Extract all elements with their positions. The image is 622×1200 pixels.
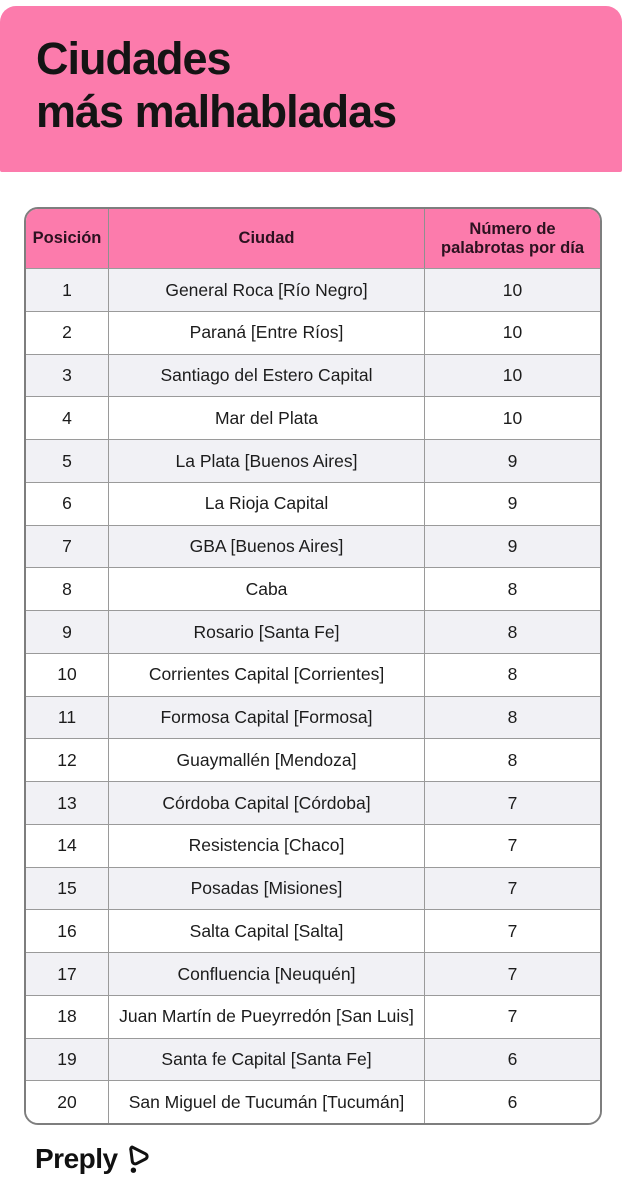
cell-city: Resistencia [Chaco] — [109, 825, 425, 867]
cell-count: 8 — [507, 707, 518, 728]
cell-count: 6 — [507, 1049, 518, 1070]
table-row — [26, 1038, 600, 1081]
cell-city: GBA [Buenos Aires] — [109, 526, 425, 568]
cell-position: 11 — [26, 697, 109, 739]
cell-city: Guaymallén [Mendoza] — [109, 739, 425, 781]
cell-position: 19 — [26, 1039, 109, 1081]
cell-position: 18 — [26, 996, 109, 1038]
cell-position: 16 — [26, 910, 109, 952]
cell-position: 12 — [26, 739, 109, 781]
cell-count: 9 — [507, 450, 518, 471]
table-row — [26, 354, 600, 397]
table-row — [26, 311, 600, 354]
table-body — [26, 268, 600, 1123]
cell-city: Santa fe Capital [Santa Fe] — [109, 1039, 425, 1081]
cell-position: 2 — [26, 312, 109, 354]
cell-position: 4 — [26, 397, 109, 439]
cell-count: 10 — [502, 407, 523, 428]
table-row — [26, 567, 600, 610]
table-header-row — [26, 209, 600, 268]
table-row — [26, 696, 600, 739]
cell-count: 9 — [507, 493, 518, 514]
cell-count: 8 — [507, 749, 518, 770]
preply-speech-bubble-icon — [124, 1143, 151, 1174]
cell-city: San Miguel de Tucumán [Tucumán] — [109, 1081, 425, 1123]
table-row — [26, 867, 600, 910]
table-row — [26, 824, 600, 867]
cell-position: 6 — [26, 483, 109, 525]
table-row — [26, 738, 600, 781]
table-row — [26, 396, 600, 439]
table-row — [26, 525, 600, 568]
cell-city: Juan Martín de Pueyrredón [San Luis] — [109, 996, 425, 1038]
cell-count: 8 — [507, 664, 518, 685]
cell-position: 1 — [26, 269, 109, 311]
table-row — [26, 781, 600, 824]
rankings-table — [24, 207, 602, 1125]
preply-wordmark: Preply — [35, 1143, 118, 1174]
cell-count: 8 — [507, 578, 518, 599]
cell-position: 10 — [26, 654, 109, 696]
title-banner — [0, 6, 622, 172]
cell-city: Rosario [Santa Fe] — [109, 611, 425, 653]
table-row — [26, 439, 600, 482]
table-row — [26, 995, 600, 1038]
table-row — [26, 482, 600, 525]
column-header-ciudad: Ciudad — [109, 209, 425, 268]
cell-city: La Rioja Capital — [109, 483, 425, 525]
cell-city: Posadas [Misiones] — [109, 868, 425, 910]
cell-position: 20 — [26, 1081, 109, 1123]
cell-city: Santiago del Estero Capital — [109, 355, 425, 397]
table-row — [26, 610, 600, 653]
page-title-line2: más malhabladas — [36, 85, 397, 137]
column-header-posicion: Posición — [26, 209, 109, 268]
cell-count: 9 — [507, 536, 518, 557]
cell-city: Caba — [109, 568, 425, 610]
cell-city: Corrientes Capital [Corrientes] — [109, 654, 425, 696]
table-row — [26, 653, 600, 696]
table-row — [26, 268, 600, 311]
cell-count: 10 — [502, 365, 523, 386]
table-row — [26, 1080, 600, 1123]
cell-city: General Roca [Río Negro] — [109, 269, 425, 311]
cell-count: 7 — [507, 1006, 518, 1027]
table-row — [26, 909, 600, 952]
cell-count: 10 — [502, 279, 523, 300]
cell-position: 7 — [26, 526, 109, 568]
cell-city: Formosa Capital [Formosa] — [109, 697, 425, 739]
column-header-numero-palabrotas: Número de palabrotas por día — [440, 219, 585, 257]
cell-count: 7 — [507, 878, 518, 899]
preply-logo — [35, 1143, 151, 1175]
page-title — [0, 6, 622, 138]
cell-position: 3 — [26, 355, 109, 397]
cell-position: 13 — [26, 782, 109, 824]
cell-count: 6 — [507, 1091, 518, 1112]
page-title-line1: Ciudades — [36, 33, 231, 84]
cell-city: La Plata [Buenos Aires] — [109, 440, 425, 482]
cell-count: 7 — [507, 963, 518, 984]
table-row — [26, 952, 600, 995]
cell-count: 7 — [507, 835, 518, 856]
cell-count: 10 — [502, 322, 523, 343]
cell-position: 5 — [26, 440, 109, 482]
cell-city: Córdoba Capital [Córdoba] — [109, 782, 425, 824]
cell-position: 17 — [26, 953, 109, 995]
cell-city: Mar del Plata — [109, 397, 425, 439]
cell-city: Salta Capital [Salta] — [109, 910, 425, 952]
cell-position: 14 — [26, 825, 109, 867]
cell-position: 8 — [26, 568, 109, 610]
cell-city: Confluencia [Neuquén] — [109, 953, 425, 995]
cell-position: 15 — [26, 868, 109, 910]
cell-count: 8 — [507, 621, 518, 642]
cell-count: 7 — [507, 920, 518, 941]
cell-city: Paraná [Entre Ríos] — [109, 312, 425, 354]
cell-position: 9 — [26, 611, 109, 653]
cell-count: 7 — [507, 792, 518, 813]
